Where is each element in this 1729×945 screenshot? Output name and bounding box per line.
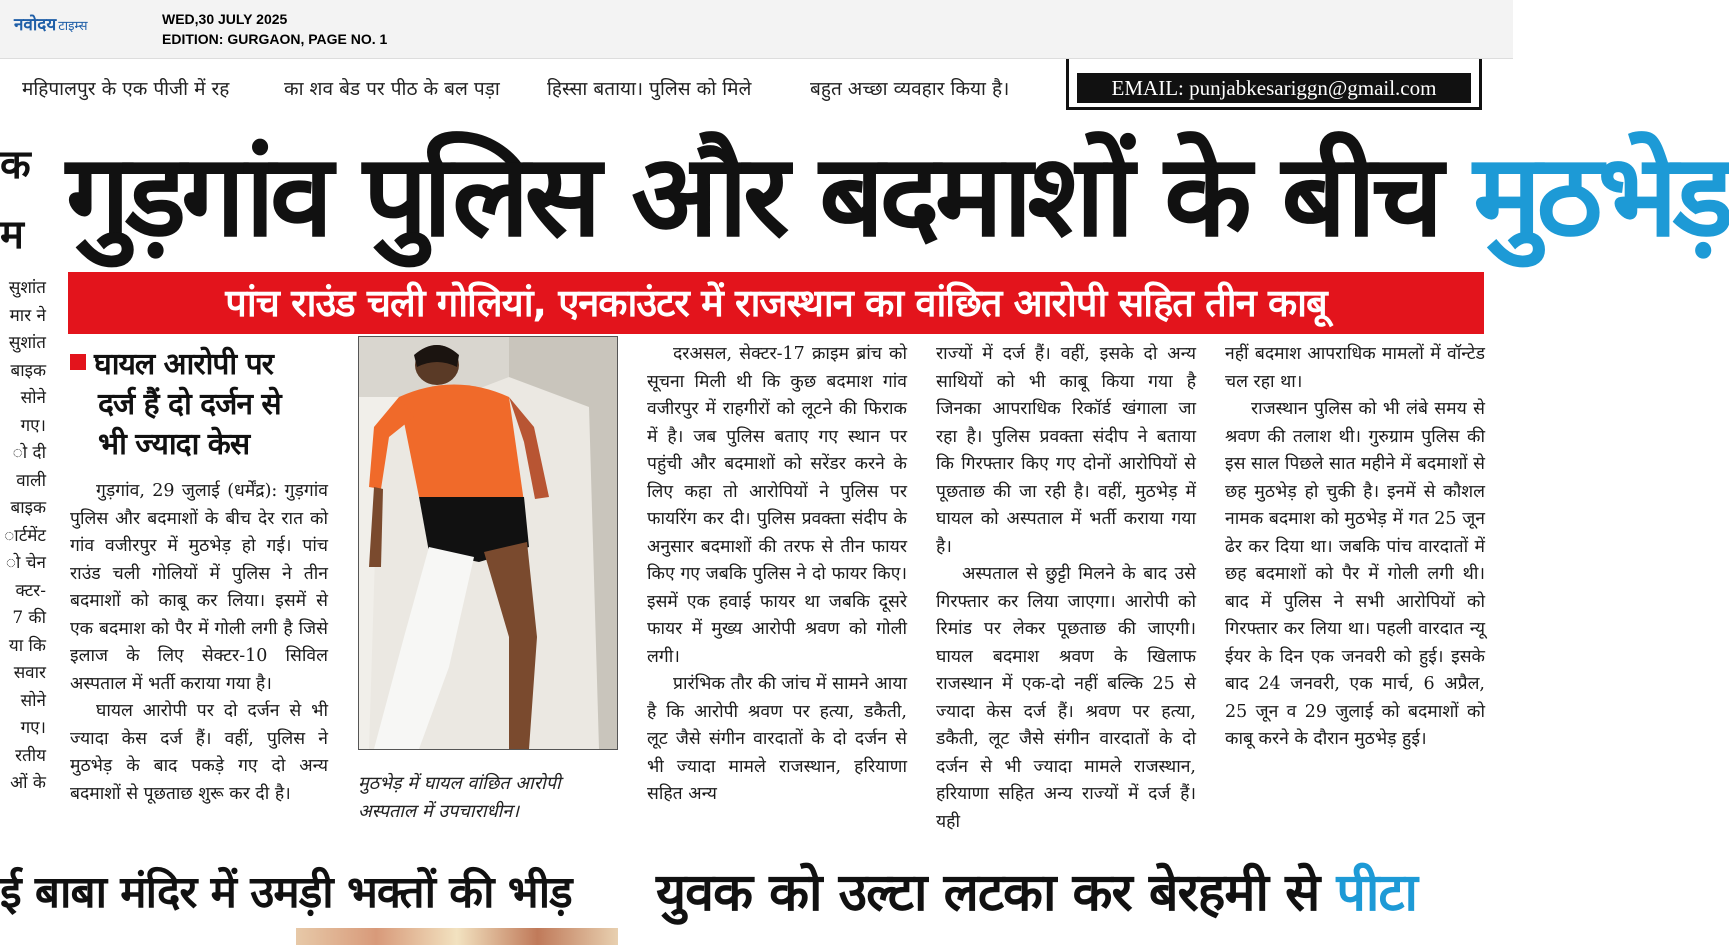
paragraph: राजस्थान पुलिस को भी लंबे समय से श्रवण की तलाश थी। गुरुग्राम पुलिस की इस साल पिछले सात महीने में बदमाशों से छह मुठभेड़ हो चुकी है। इनमें से कौशल नामक बदमाश को मुठभेड़ में गत 25 जून ढेर कर दिया था। जबकि पांच वारदातों में छह बदमाशों को पैर में गोली लगी थी। बाद में पुलिस ने सभी आरोपियों को गिरफ्तार कर लिया था। पहली वारदात न्यू ईयर के दिन एक जनवरी को हुई। इसके बाद 24 जनवरी, एक मार्च, 6 अप्रैल, 25 जून व 29 जुलाई को बदमाशों को काबू करने के दौरान मुठभेड़ हुई।: [1225, 399, 1485, 749]
bullet-square-icon: [70, 354, 86, 370]
main-headline[interactable]: [66, 118, 1729, 273]
left-clip-line: ओं के: [10, 773, 46, 793]
article-column-2: [647, 341, 907, 809]
headline-text: गुड़गांव पुलिस और बदमाशों के बीच: [66, 129, 1474, 262]
left-clip-line: ो दी: [12, 443, 46, 463]
edition-meta: [162, 9, 387, 49]
left-clip-line: वाली: [16, 470, 46, 491]
left-clip-line: सुशांत: [8, 333, 46, 353]
photo-caption: मुठभेड़ में घायल वांछित आरोपी अस्पताल में उपचाराधीन।: [358, 773, 561, 822]
newspaper-logo[interactable]: [14, 12, 88, 35]
left-clip-line: मार ने: [9, 305, 46, 326]
left-clip-line: गए।: [20, 415, 46, 436]
left-clip-line: बाइक: [10, 360, 46, 381]
left-clipped-heading: [0, 130, 46, 270]
edition-page: EDITION: GURGAON, PAGE NO. 1: [162, 31, 388, 47]
paragraph: दरअसल, सेक्टर-17 क्राइम ब्रांच को सूचना मिली थी कि कुछ बदमाश गांव वजीरपुर में राहगीरों को लूटने की फिराक में है। जब पुलिस बताए गए स्थान पर पहुंची और बदमाशों को सरेंडर करने के लिए कहा तो आरोपियों ने पुलिस पर फायरिंग कर दी। पुलिस प्रवक्ता संदीप के अनुसार बदमाशों की तरफ से तीन फायर किए गए जबकि पुलिस ने दो फायर किए। इसमें एक हवाई फायर था जबकि दूसरे फायर में मुख्य आरोपी श्रवण को गोली लगी।: [647, 344, 907, 667]
article-subhead: [70, 345, 340, 465]
logo-main: नवोदय: [14, 15, 57, 35]
paragraph: प्रारंभिक तौर की जांच में सामने आया है कि आरोपी श्रवण पर हत्या, डकैती, लूट जैसे संगीन वारदातों के दो दर्जन से भी ज्यादा मामले राजस्थान, हरियाणा सहित अन्य: [647, 674, 907, 804]
bottom-right-headline[interactable]: [656, 858, 1486, 928]
left-clip-line: गए।: [20, 718, 46, 738]
headline-highlight: मुठभेड़: [1473, 129, 1729, 262]
bottom-right-highlight: पीटा: [1336, 863, 1418, 923]
bottom-left-headline[interactable]: ई बाबा मंदिर में उमड़ी भक्तों की भीड़: [0, 867, 572, 918]
paragraph: गुड़गांव, 29 जुलाई (धर्मेंद्र): गुड़गांव पुलिस और बदमाशों के बीच देर रात को गांव वजीरपुर में मुठभेड़ हो गई। पांच राउंड चली गोलियों में पुलिस ने तीन बदमाशों को काबू कर लिया। इसमें से एक बदमाश को पैर में गोली लगी है जिसे इलाज के लिए सेक्टर-10 सिविल अस्पताल में भर्ती कराया गया है।: [70, 481, 328, 694]
subhead-line-1: घायल आरोपी पर: [94, 347, 273, 382]
top-strip-col4: बहुत अच्छा व्यवहार किया है।: [810, 78, 1010, 100]
edition-date: WED,30 JULY 2025: [162, 11, 288, 27]
left-clip-line: सोने: [20, 388, 46, 408]
left-clipped-column: [0, 275, 46, 798]
left-clip-line: सवार: [13, 663, 46, 683]
paragraph: नहीं बदमाश आपराधिक मामलों में वॉन्टेड चल रहा था।: [1225, 344, 1485, 392]
left-clip-char-1: क: [0, 142, 31, 188]
top-strip-col2: का शव बेड पर पीठ के बल पड़ा: [284, 78, 500, 100]
injured-accused-photo[interactable]: [358, 336, 618, 750]
subheadline-banner: पांच राउंड चली गोलियां, एनकाउंटर में राजस्थान का वांछित आरोपी सहित तीन काबू: [68, 272, 1484, 334]
logo-sub: टाइम्स: [58, 19, 88, 34]
left-clip-line: ार्टमेंट: [4, 525, 46, 546]
left-clip-line: सोने: [20, 690, 46, 711]
paragraph: घायल आरोपी पर दो दर्जन से भी ज्यादा केस दर्ज हैं। वहीं, पुलिस ने मुठभेड़ के बाद पकड़े गए दो अन्य बदमाशों से पूछताछ शुरू कर दी है।: [70, 701, 328, 804]
hospital-bed-illustration: [359, 337, 617, 749]
left-clip-char-2: म: [0, 212, 24, 258]
bottom-right-text: युवक को उल्टा लटका कर बेरहमी से: [656, 863, 1337, 923]
left-clip-line: बाइक: [10, 498, 46, 518]
article-column-4: [1225, 341, 1485, 754]
left-clip-line: क्टर-: [15, 580, 46, 601]
left-clip-line: 7 की: [12, 608, 46, 628]
left-clip-line: या कि: [8, 635, 46, 656]
left-clip-line: सुशांत: [8, 278, 46, 298]
bottom-photo-strip: [296, 928, 618, 945]
paragraph: राज्यों में दर्ज हैं। वहीं, इसके दो अन्य साथियों को भी काबू किया गया है जिनका आपराधिक रिकॉर्ड खंगाला जा रहा है। पुलिस प्रवक्ता संदीप ने बताया कि गिरफ्तार किए गए दोनों आरोपियों से पूछताछ की जा रही है। वहीं, मुठभेड़ में घायल को अस्पताल में भर्ती कराया गया है।: [936, 344, 1196, 557]
email-address[interactable]: EMAIL: punjabkesariggn@gmail.com: [1077, 73, 1471, 103]
top-strip-col3: हिस्सा बताया। पुलिस को मिले: [547, 78, 752, 100]
edition-header: [0, 0, 1513, 59]
paragraph: अस्पताल से छुट्टी मिलने के बाद उसे गिरफ्तार कर लिया जाएगा। आरोपी को रिमांड पर लेकर पूछताछ की जाएगी। घायल बदमाश श्रवण के खिलाफ राजस्थान में एक-दो नहीं बल्कि 25 से ज्यादा केस दर्ज हैं। श्रवण पर हत्या, डकैती, लूट जैसे संगीन वारदातों के दो दर्जन से भी ज्यादा मामले राजस्थान, हरियाणा सहित अन्य राज्यों में दर्ज हैं। यही: [936, 564, 1196, 832]
subhead-line-3: भी ज्यादा केस: [98, 427, 250, 462]
left-clip-line: ो चेन: [5, 553, 46, 573]
article-column-1: [70, 478, 328, 808]
top-strip-col1: महिपालपुर के एक पीजी में रह: [22, 78, 230, 100]
article-column-3: [936, 341, 1196, 836]
subhead-line-2: दर्ज हैं दो दर्जन से: [98, 387, 281, 422]
left-clip-line: रतीय: [15, 745, 46, 766]
